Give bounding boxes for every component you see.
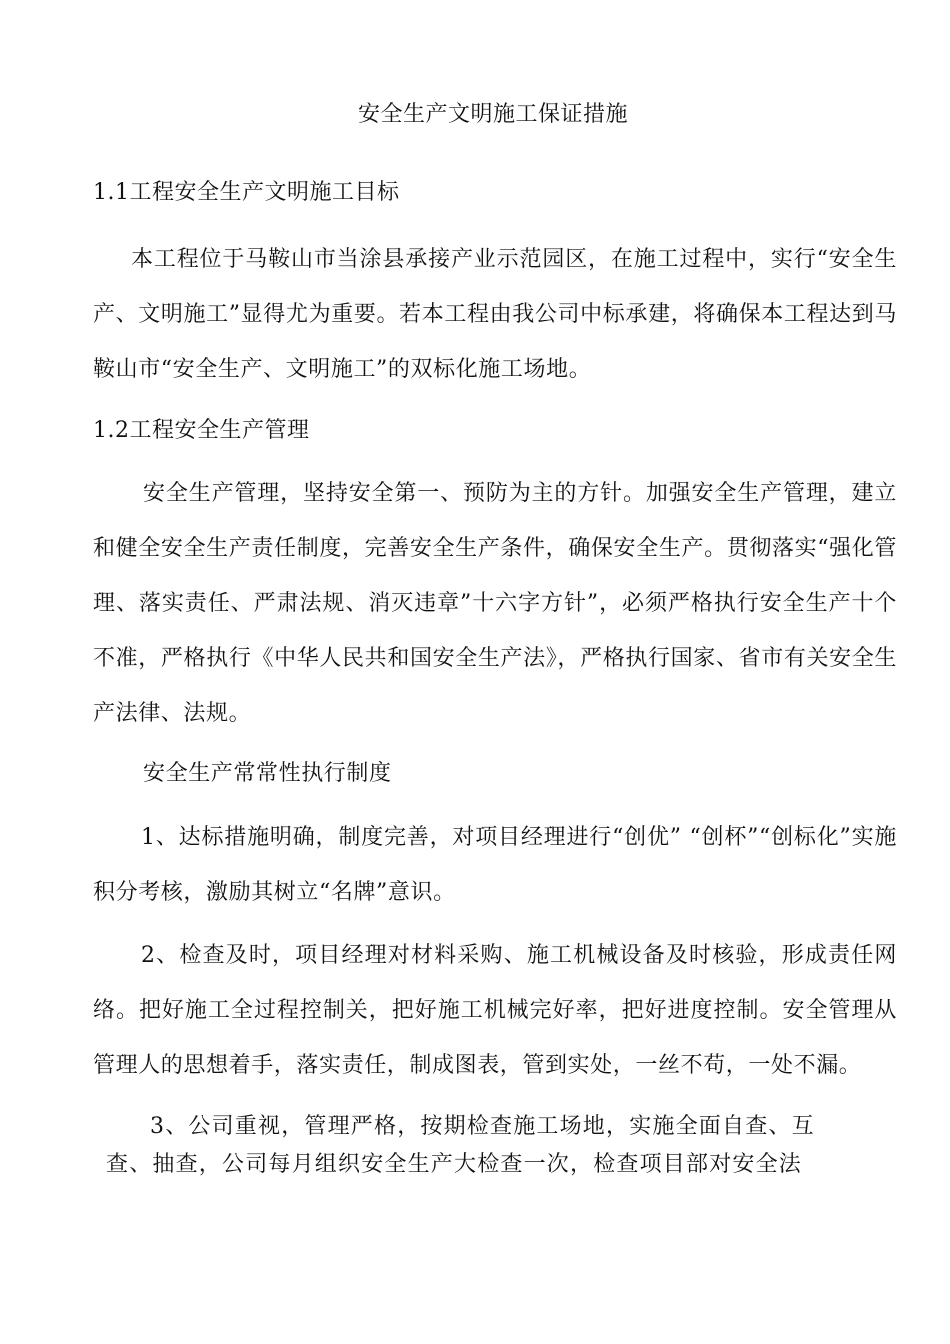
section-1-1-heading: 1.1工程安全生产文明施工目标 [93,180,400,205]
section-1-2-paragraph: 安全生产管理，坚持安全第一、预防为主的方针。加强安全生产管理，建立和健全安全生产责任制度，完善安全生产条件，确保安全生产。贯彻落实“强化管理、落实责任、严肃法规、消灭违章”十六字方针”，必须严格执行安全生产十个不准，严格执行《中华人民共和国安全生产法》，严格执行国家、省市有关安全生产法律、法规。 [93,481,897,726]
list-item-3-line-1: 3、公司重视，管理严格，按期检查施工场地，实施全面自查、互 [150,1114,815,1139]
section-1-1-paragraph: 本工程位于马鞍山市当涂县承接产业示范园区，在施工过程中，实行“安全生产、文明施工”显得尤为重要。若本工程由我公司中标承建，将确保本工程达到马鞍山市“安全生产、文明施工”的双标化施工场地。 [93,247,897,382]
list-item-2: 2、检查及时，项目经理对材料采购、施工机械设备及时核验，形成责任网络。把好施工全过程控制关，把好施工机械完好率，把好进度控制。安全管理从管理人的思想着手，落实责任，制成图表，管到实处，一丝不苟，一处不漏。 [93,943,897,1078]
regulation-subheading: 安全生产常常性执行制度 [143,761,392,786]
list-item-3 [106,1108,822,1184]
document-title: 安全生产文明施工保证措施 [357,102,628,127]
list-item-1: 1、达标措施明确，制度完善，对项目经理进行“创优” “创杯”“创标化”实施积分考核，激励其树立“名牌”意识。 [93,825,897,905]
list-item-3-line-2: 查、抽查，公司每月组织安全生产大检查一次，检查项目部对安全法 [106,1152,803,1177]
section-1-2-heading: 1.2工程安全生产管理 [93,418,310,443]
